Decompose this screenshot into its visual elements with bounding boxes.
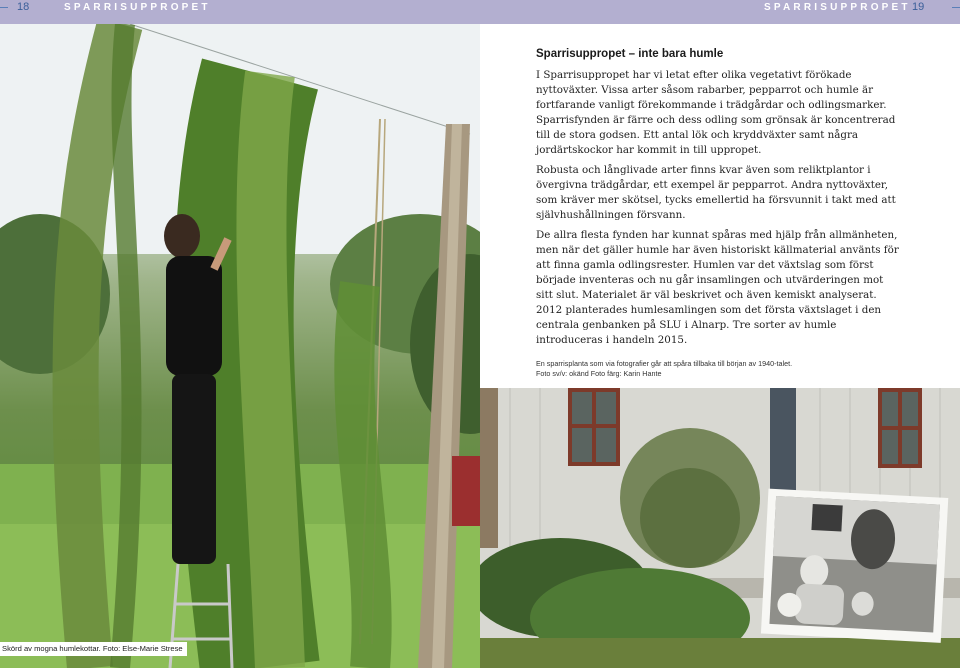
running-head-right: SPARRISUPPROPET — [764, 2, 911, 13]
page-number-right: 19 — [912, 1, 925, 13]
article-paragraph: Robusta och långlivade arter finns kvar även som reliktplantor i övergivna trädgårdar, ett exempel är pepparrot. Andra nyttoväxter, som kräver mer skötsel, tycks emellertid ha försvunnit i takt med att självhushållningen försvann. — [536, 164, 896, 221]
photo-hop-harvest — [0, 24, 480, 668]
hop-harvest-illustration — [0, 24, 480, 668]
article-paragraph: I Sparrisuppropet har vi letat efter olika vegetativt förökade nyttoväxter. Vissa arter såsom rabarber, pepparrot och humle är fortfarande vanligt förekommande i trädgårdar och odlingsmarker. Sparrisfynden är färre och dess odling som grönsak är koncentrerad till de stora godsen. Ett antal lök och kryddväxter samt några jordärtskockor har kommit in till uppropet. — [536, 69, 896, 156]
article-paragraph: De allra flesta fynden har kunnat spåras med hjälp från allmänheten, men när det gäller humle har även historiskt källmaterial använts för att finna gamla odlingsrester. Humlen var det växtslag som först började inventeras och nu går insamlingen och utvärderingen mot sitt slut. Materialet är väl beskrivet och även kemiskt analyserat. 2012 planterades humlesamlingen som det första växtslaget i den centrala genbanken på SLU i Alnarp. Tre sorter av humle introduceras i handeln 2015. — [536, 229, 899, 346]
page-number-right-block — [912, 0, 960, 14]
page-number-rule-right — [952, 7, 960, 8]
page-number-left: 18 — [17, 1, 30, 13]
page-number-rule-left — [0, 7, 8, 8]
photo-caption-left: Skörd av mogna humlekottar. Foto: Else-Marie Strese — [0, 642, 187, 656]
asparagus-house-illustration — [480, 388, 960, 668]
running-head-left: SPARRISUPPROPET — [64, 2, 211, 13]
photo-caption-right-credit: Foto sv/v: okänd Foto färg: Karin Hante — [536, 369, 662, 378]
article — [536, 48, 900, 353]
photo-caption-right — [536, 359, 936, 379]
photo-caption-right-line1: En sparrisplanta som via fotografier går att spåra tillbaka till början av 1940-talet. — [536, 359, 793, 368]
photo-asparagus-plant — [480, 388, 960, 668]
page-header — [0, 0, 960, 24]
page-number-left-block — [0, 0, 40, 14]
article-title: Sparrisuppropet – inte bara humle — [536, 48, 724, 60]
